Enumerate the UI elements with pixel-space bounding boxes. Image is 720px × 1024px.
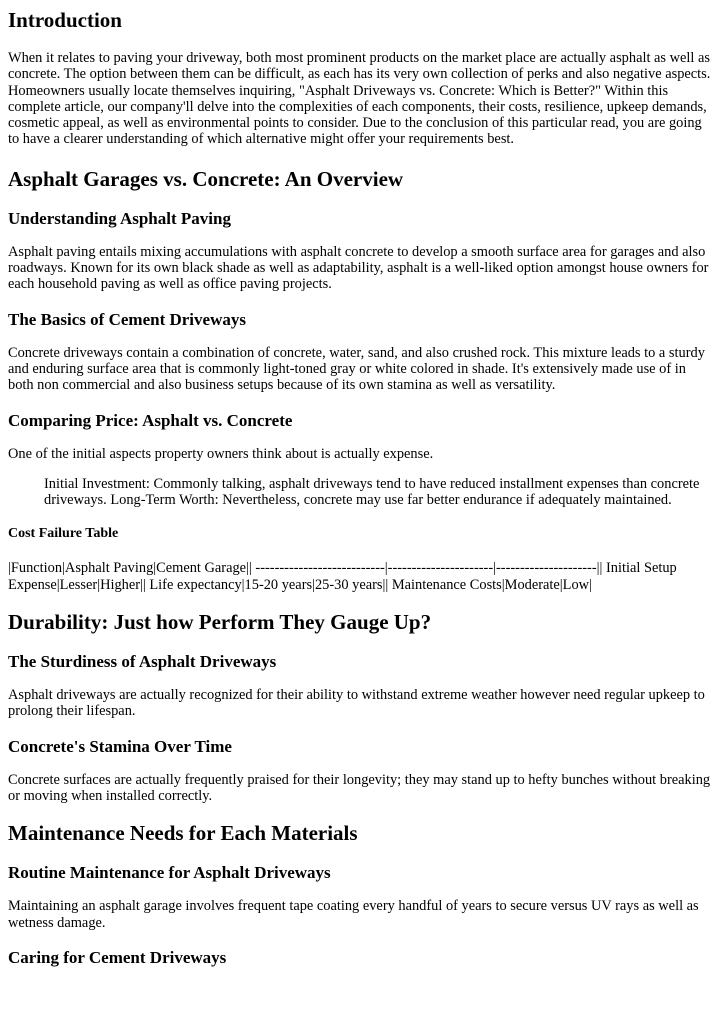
price-comparison-heading: Comparing Price: Asphalt vs. Concrete (8, 410, 293, 430)
asphalt-sturdiness-heading: The Sturdiness of Asphalt Driveways (8, 652, 277, 672)
concrete-stamina-heading: Concrete's Stamina Over Time (8, 736, 232, 756)
asphalt-paving-heading: Understanding Asphalt Paving (8, 208, 231, 228)
asphalt-maintenance-paragraph: Maintaining an asphalt garage involves frequent tape coating every handful of years to secure versus UV rays as well as wetness damage. (8, 898, 699, 931)
cost-table-heading: Cost Failure Table (8, 526, 119, 542)
asphalt-paving-paragraph: Asphalt paving entails mixing accumulations with asphalt concrete to develop a smooth surface area for garages and also roadways. Known for its own black shade as well as adaptability, asphalt is a well-liked option amongst house owners for each household paving as well as office paving projects. (8, 243, 709, 293)
durability-heading: Durability: Just how Perform They Gauge Up? (8, 610, 432, 635)
intro-heading: Introduction (8, 8, 122, 32)
asphalt-maintenance-heading: Routine Maintenance for Asphalt Driveways (8, 863, 331, 883)
asphalt-sturdiness-paragraph: Asphalt driveways are actually recognized for their ability to withstand extreme weather however need regular upkeep to prolong their lifespan. (8, 687, 705, 720)
overview-heading: Asphalt Garages vs. Concrete: An Overview (8, 166, 404, 191)
concrete-stamina-paragraph: Concrete surfaces are actually frequently praised for their longevity; they may stand up to hefty bunches without breaking or moving when installed correctly. (8, 771, 711, 804)
cement-care-heading: Caring for Cement Driveways (8, 947, 227, 967)
price-comparison-quote: Initial Investment: Commonly talking, asphalt driveways tend to have reduced installment expenses than concrete driveways. Long-Term Worth: Nevertheless, concrete may use far better endurance if adequately maintained. (44, 475, 700, 509)
price-comparison-paragraph: One of the initial aspects property owners think about is actually expense. (8, 445, 434, 462)
article (0, 7, 720, 968)
cost-table-text: |Function|Asphalt Paving|Cement Garage|| ---------------------------|----------------------|---------------------|| Initial Setup Expense|Lesser|Higher|| Life expectancy|15-20 years|25-30 years|| Maintenance Costs|Moderate|Low| (8, 560, 677, 593)
cement-basics-paragraph: Concrete driveways contain a combination of concrete, water, sand, and also crushed rock. This mixture leads to a sturdy and enduring surface area that is commonly light-toned gray or white colored in shade. It's extensively made use of in both non commercial and also business setups because of its own stamina as well as versatility. (8, 344, 705, 394)
maintenance-heading: Maintenance Needs for Each Materials (8, 821, 358, 846)
intro-paragraph: When it relates to paving your driveway, both most prominent products on the market place are actually asphalt as well as concrete. The option between them can be difficult, as each has its very own collection of perks and also negative aspects. Homeowners usually locate themselves inquiring, "Asphalt Driveways vs. Concrete: Which is Better?" Within this complete article, our company'll delve into the complexities of each components, their costs, resilience, upkeep demands, cosmetic appeal, as well as environmental points to consider. Due to the conclusion of this particular read, you are going to have a clearer understanding of which alternative might offer your requirements best. (8, 50, 711, 148)
cement-basics-heading: The Basics of Cement Driveways (8, 309, 246, 329)
